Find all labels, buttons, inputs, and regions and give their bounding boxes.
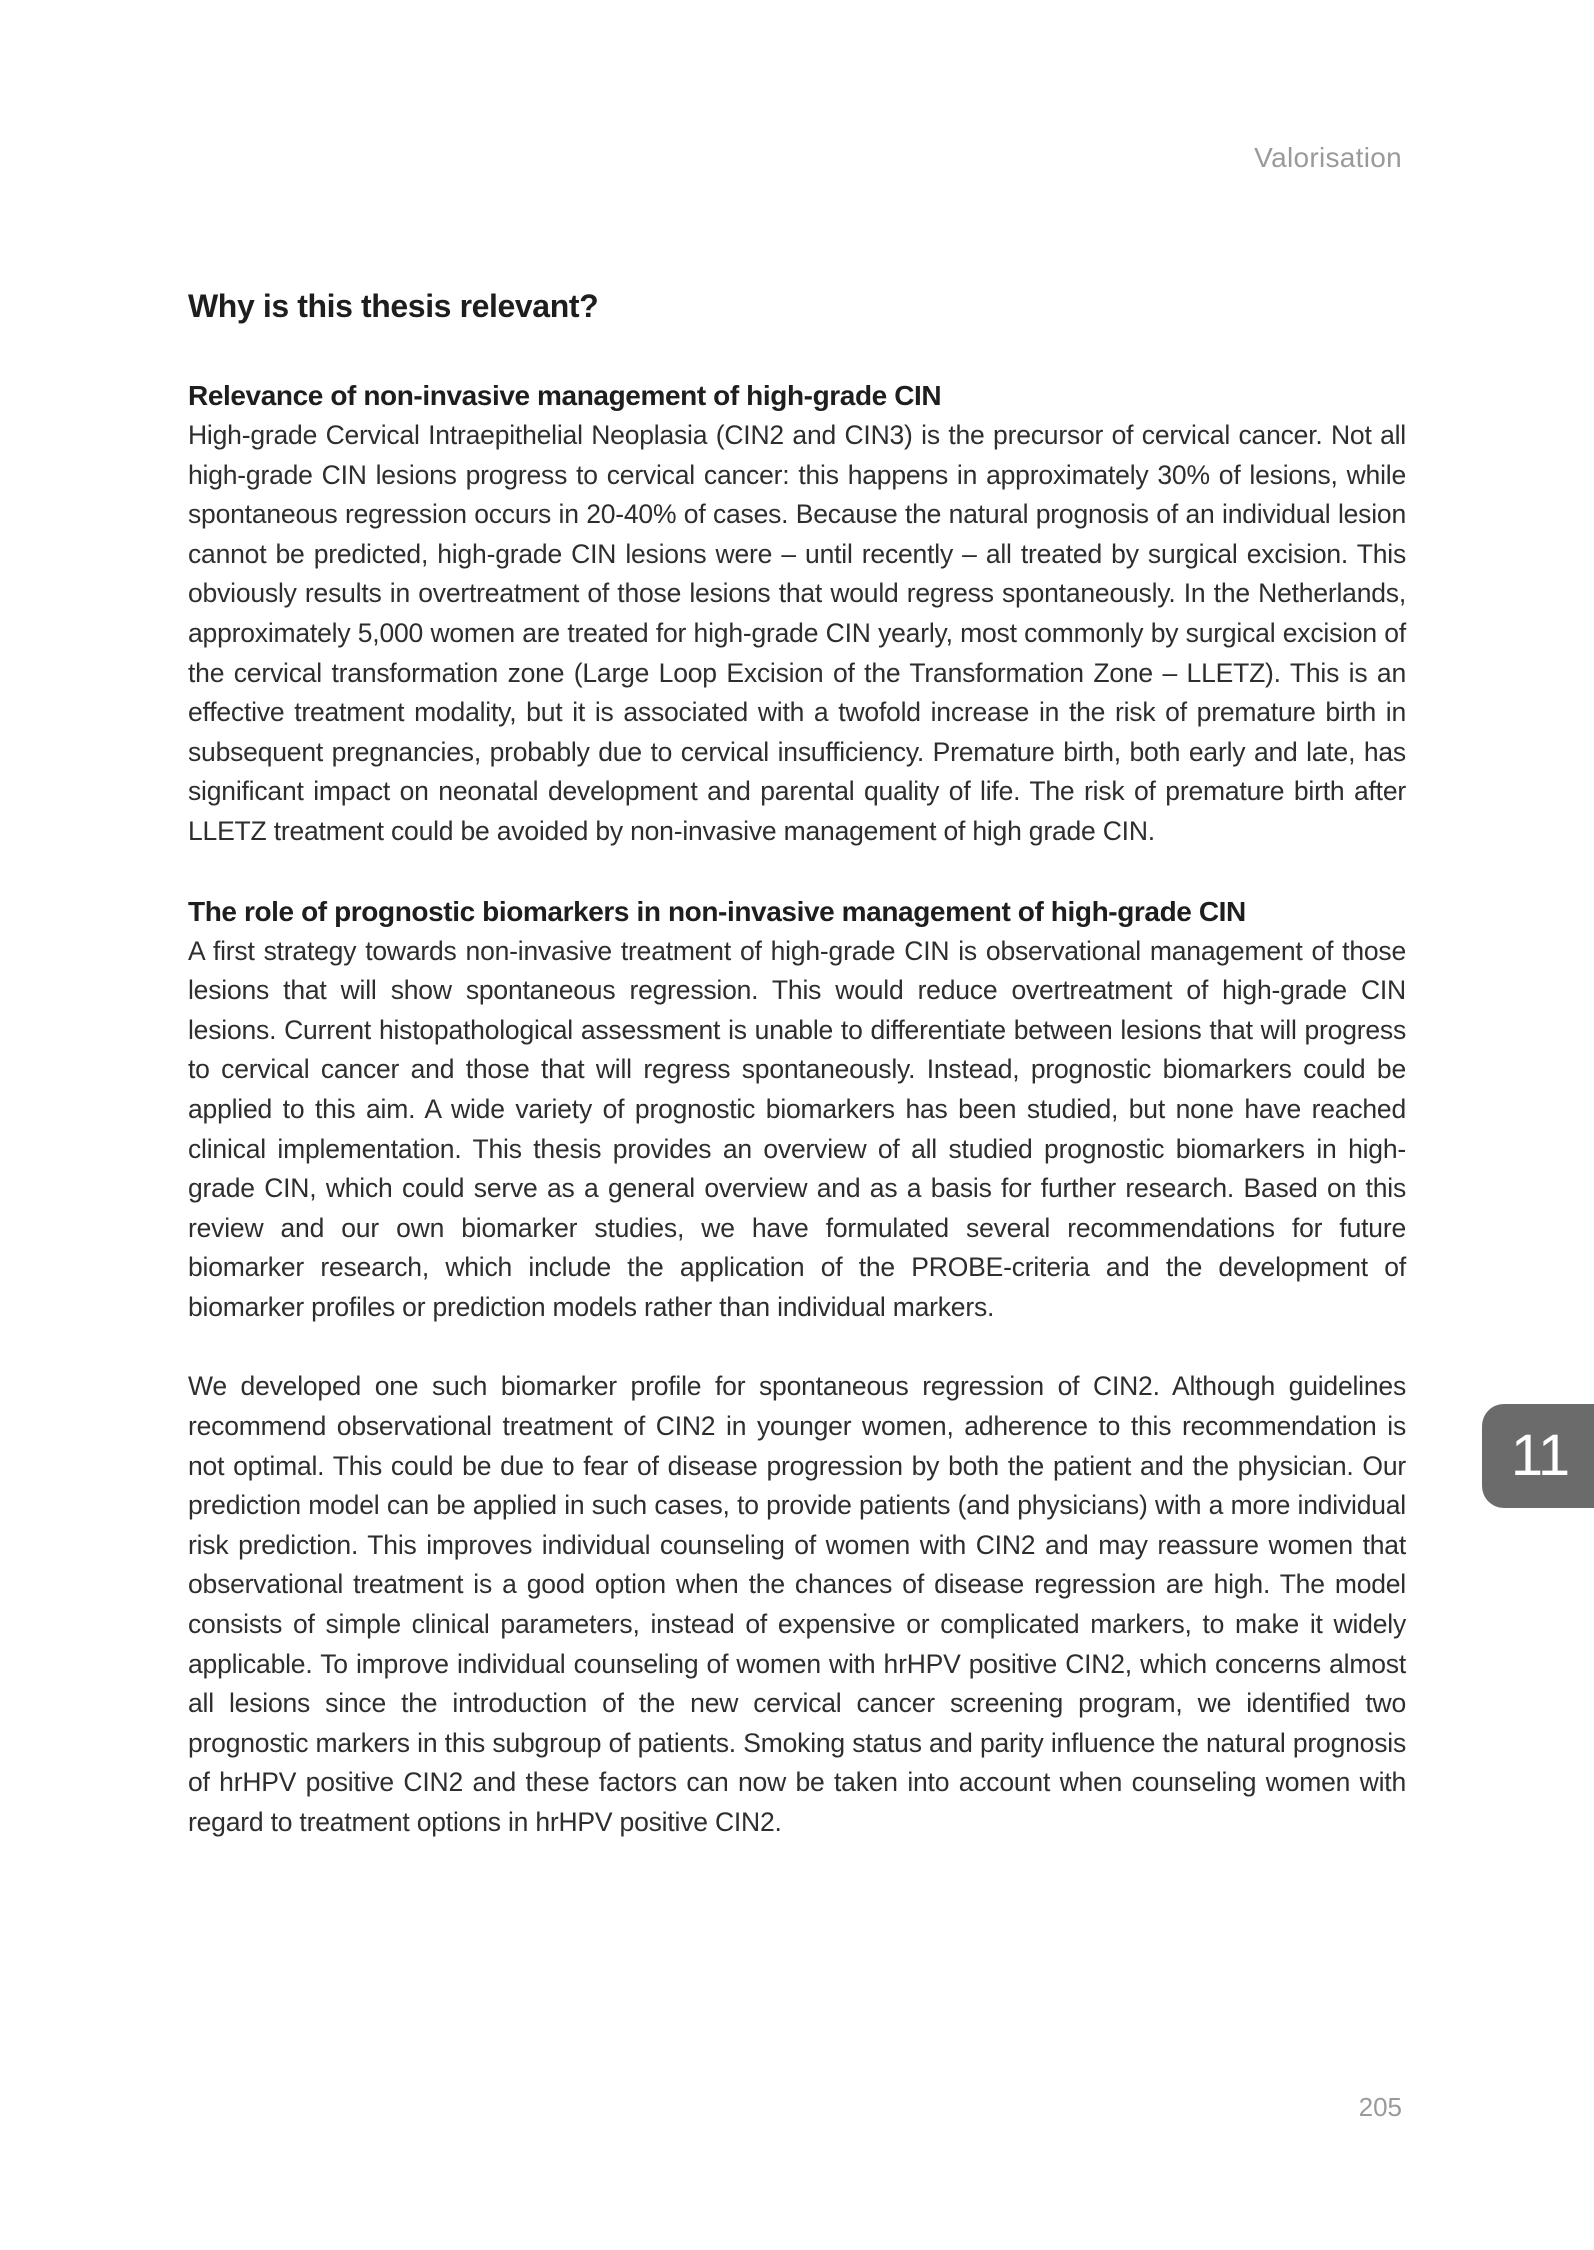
spacer — [188, 1327, 1406, 1367]
page-title: Why is this thesis relevant? — [188, 288, 599, 324]
paragraph-biomarkers: A first strategy towards non-invasive treatment of high-grade CIN is observational management of those lesions that will show spontaneous regression. This would reduce overtreatment of high-grade CIN lesions. Current histopathological assessment is unable to differentiate between lesions that will progress to cervical cancer and those that will regress spontaneously. Instead, prognostic biomarkers could be applied to this aim. A wide variety of prognostic biomarkers has been studied, but none have reached clinical implementation. This thesis provides an overview of all studied prognostic biomarkers in high-grade CIN, which could serve as a general overview and as a basis for further research. Based on this review and our own biomarker studies, we have formulated several recommendations for future biomarker research, which include the application of the PROBE-criteria and the development of biomarker profiles or prediction models rather than individual markers. — [188, 935, 1406, 1322]
page-content — [188, 286, 1406, 1843]
spacer — [188, 852, 1406, 892]
page-number: 205 — [1358, 2092, 1402, 2122]
section-heading-relevance: Relevance of non-invasive management of high-grade CIN — [188, 380, 942, 411]
section-heading-biomarkers: The role of prognostic biomarkers in non-invasive management of high-grade CIN — [188, 895, 1246, 927]
chapter-tab: 11 — [1482, 1404, 1594, 1508]
paragraph-relevance: High-grade Cervical Intraepithelial Neoplasia (CIN2 and CIN3) is the precursor of cervical cancer. Not all high-grade CIN lesions progress to cervical cancer: this happens in approximately 30% of lesions, while spontaneous regression occurs in 20-40% of cases. Because the natural prognosis of an individual lesion cannot be predicted, high-grade CIN lesions were – until recently – all treated by surgical excision. This obviously results in overtreatment of those lesions that would regress spontaneously. In the Netherlands, approximately 5,000 women are treated for high-grade CIN yearly, most commonly by surgical excision of the cervical transformation zone (Large Loop Excision of the Transformation Zone – LLETZ). This is an effective treatment modality, but it is associated with a twofold increase in the risk of premature birth in subsequent pregnancies, probably due to cervical insufficiency. Premature birth, both early and late, has significant impact on neonatal development and parental quality of life. The risk of premature birth after LLETZ treatment could be avoided by non-invasive management of high grade CIN. — [188, 420, 1406, 846]
paragraph-biomarker-profile: We developed one such biomarker profile for spontaneous regression of CIN2. Although guidelines recommend observational treatment of CIN2 in younger women, adherence to this recommendation is not optimal. This could be due to fear of disease progression by both the patient and the physician. Our prediction model can be applied in such cases, to provide patients (and physicians) with a more individual risk prediction. This improves individual counseling of women with CIN2 and may reassure women that observational treatment is a good option when the chances of disease regression are high. The model consists of simple clinical parameters, instead of expensive or complicated markers, to make it widely applicable. To improve individual counseling of women with hrHPV positive CIN2, which concerns almost all lesions since the introduction of the new cervical cancer screening program, we identified two prognostic markers in this subgroup of patients. Smoking status and parity influence the natural prognosis of hrHPV positive CIN2 and these factors can now be taken into account when counseling women with regard to treatment options in hrHPV positive CIN2. — [188, 1371, 1406, 1837]
running-header: Valorisation — [1254, 142, 1402, 173]
